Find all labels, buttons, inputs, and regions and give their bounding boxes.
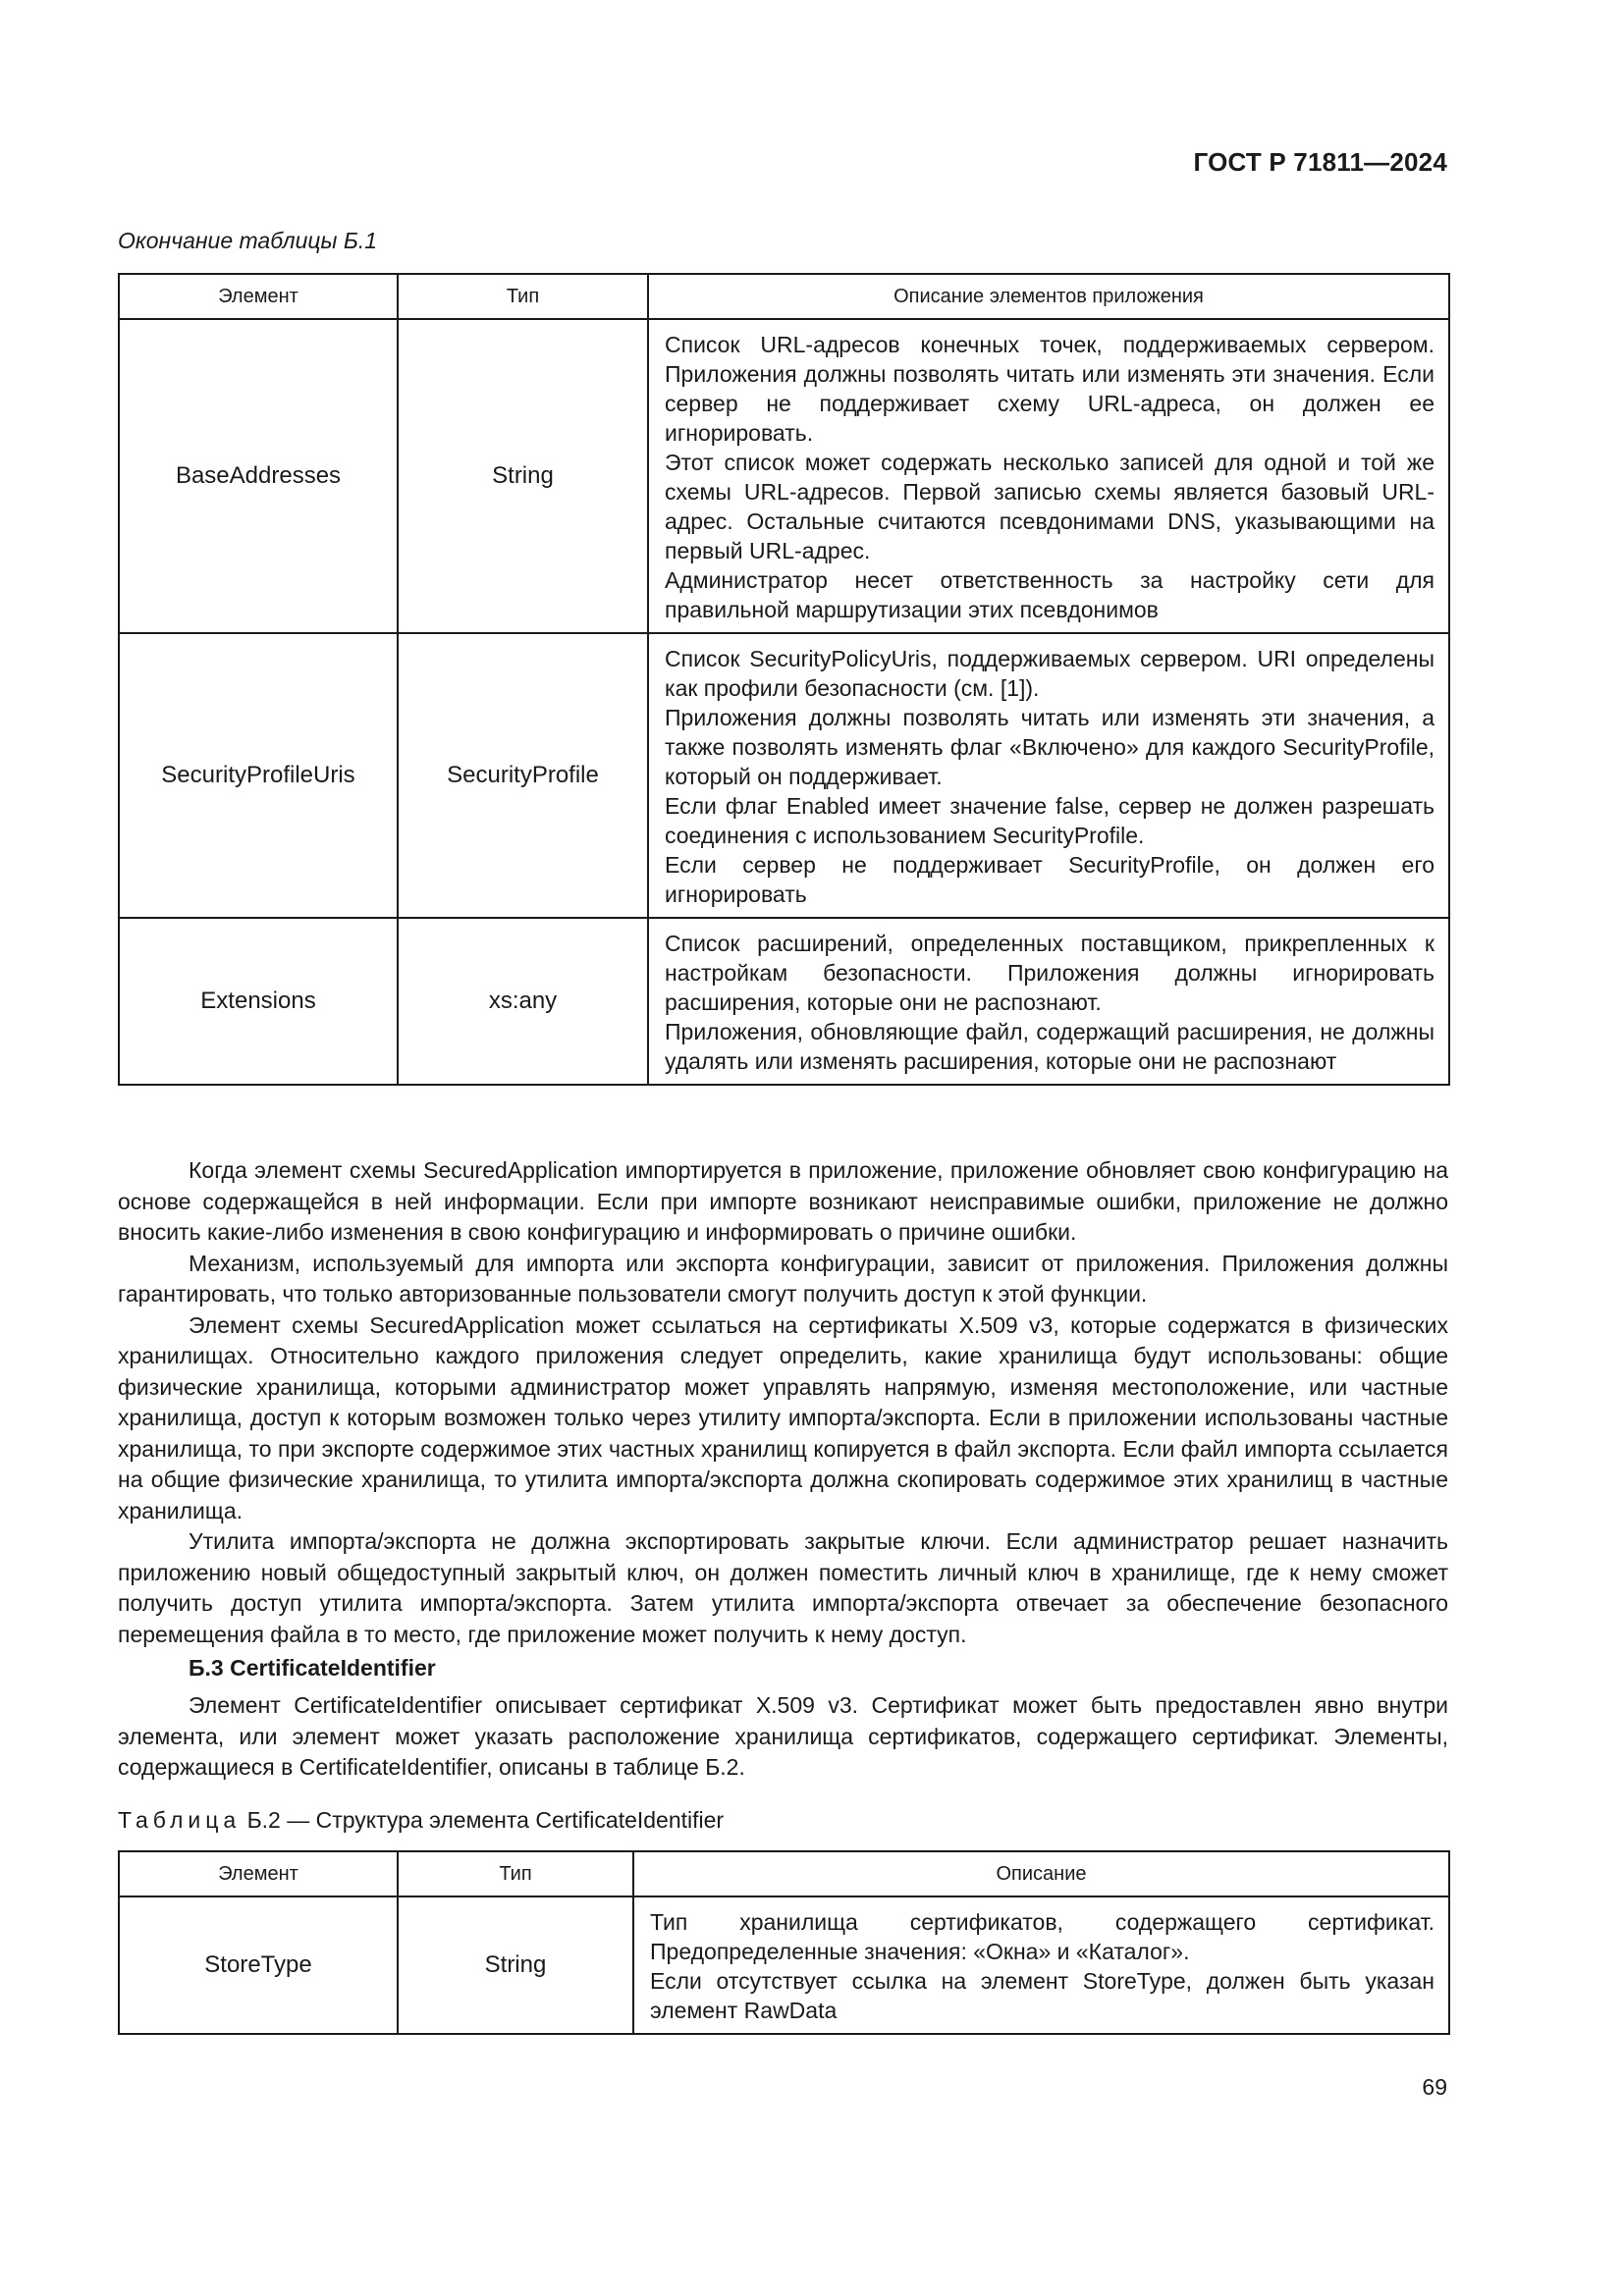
table-b2 — [118, 1850, 1450, 2035]
description-paragraph: Список URL-адресов конечных точек, поддерживаемых сервером. Приложения должны позволять читать или изменять эти значения. Если сервер не поддерживает схему URL-адреса, он должен ее игнорировать. — [665, 332, 1435, 446]
body-text-block — [118, 1155, 1448, 1650]
section-text-block — [118, 1690, 1448, 1784]
description-paragraph: Список SecurityPolicyUris, поддерживаемых сервером. URI определены как профили безопасности (см. [1]). — [665, 646, 1435, 701]
body-paragraph: Элемент схемы SecuredApplication может ссылаться на сертификаты X.509 v3, которые содержатся в физических хранилищах. Относительно каждого приложения следует определить, какие хранилища будут использованы: общие физические хранилища, которыми администратор может управлять напрямую, изменяя местоположение, или частные хранилища, доступ к которым возможен только через утилиту импорта/экспорта. Если в приложении использованы частные хранилища, то при экспорте содержимое этих частных хранилищ копируется в файл экспорта. Если файл импорта ссылается на общие физические хранилища, то утилита импорта/экспорта должна скопировать содержимое этих хранилищ в частные хранилища. — [118, 1311, 1448, 1523]
column-header-type: Тип — [398, 274, 648, 319]
body-paragraph: Механизм, используемый для импорта или экспорта конфигурации, зависит от приложения. Приложения должны гарантировать, что только авторизованные пользователи смогут получить доступ к этой функции. — [118, 1250, 1448, 1307]
cell-description — [648, 918, 1449, 1085]
column-header-element: Элемент — [119, 1851, 398, 1896]
description-paragraph: Этот список может содержать несколько записей для одной и той же схемы URL-адресов. Первой записью схемы является базовый URL-адрес. Остальные считаются псевдонимами DNS, указывающими на первый URL-адрес. — [665, 450, 1435, 563]
cell-element: SecurityProfileUris — [119, 633, 398, 918]
cell-element: StoreType — [119, 1896, 398, 2034]
body-paragraph: Утилита импорта/экспорта не должна экспортировать закрытые ключи. Если администратор решает назначить приложению новый общедоступный закрытый ключ, он должен поместить личный ключ в хранилище, где к нему сможет получить доступ утилита импорта/экспорта. Затем утилита импорта/экспорта отвечает за обеспечение безопасного перемещения файла в то место, где приложение может получить к нему доступ. — [118, 1528, 1448, 1647]
column-header-type: Тип — [398, 1851, 633, 1896]
description-paragraph: Если отсутствует ссылка на элемент StoreType, должен быть указан элемент RawData — [650, 1968, 1435, 2023]
section-heading: Б.3 CertificateIdentifier — [189, 1655, 436, 1681]
cell-description — [648, 633, 1449, 918]
table-row — [119, 633, 1449, 918]
cell-element: Extensions — [119, 918, 398, 1085]
table-caption-label: Таблица — [118, 1807, 242, 1833]
column-header-description: Описание элементов приложения — [648, 274, 1449, 319]
table-header-row — [119, 274, 1449, 319]
document-code: ГОСТ Р 71811—2024 — [1193, 147, 1447, 177]
description-paragraph: Если флаг Enabled имеет значение false, сервер не должен разрешать соединения с использованием SecurityProfile. — [665, 793, 1435, 848]
cell-type: String — [398, 319, 648, 633]
table-row — [119, 319, 1449, 633]
description-paragraph: Администратор несет ответственность за настройку сети для правильной маршрутизации этих псевдонимов — [665, 567, 1435, 622]
table-row — [119, 1896, 1449, 2034]
column-header-description: Описание — [633, 1851, 1449, 1896]
cell-type: SecurityProfile — [398, 633, 648, 918]
body-paragraph: Когда элемент схемы SecuredApplication импортируется в приложение, приложение обновляет свою конфигурацию на основе содержащейся в ней информации. Если при импорте возникают неисправимые ошибки, приложение не должно вносить какие-либо изменения в свою конфигурацию и информировать о причине ошибки. — [118, 1157, 1448, 1245]
table-caption — [118, 1807, 724, 1834]
cell-description — [633, 1896, 1449, 2034]
cell-description — [648, 319, 1449, 633]
cell-type: String — [398, 1896, 633, 2034]
page-number: 69 — [1422, 2074, 1447, 2100]
column-header-element: Элемент — [119, 274, 398, 319]
table-header-row — [119, 1851, 1449, 1896]
table-continuation-caption: Окончание таблицы Б.1 — [118, 228, 378, 253]
description-paragraph: Приложения должны позволять читать или изменять эти значения, а также позволять изменять флаг «Включено» для каждого SecurityProfile, который он поддерживает. — [665, 705, 1435, 789]
table-b1 — [118, 273, 1450, 1086]
description-paragraph: Приложения, обновляющие файл, содержащий расширения, не должны удалять или изменять расширения, которые они не распознают — [665, 1019, 1435, 1074]
description-paragraph: Список расширений, определенных поставщиком, прикрепленных к настройкам безопасности. Приложения должны игнорировать расширения, которые они не распознают. — [665, 931, 1435, 1015]
description-paragraph: Тип хранилища сертификатов, содержащего сертификат. Предопределенные значения: «Окна» и «Каталог». — [650, 1909, 1435, 1964]
description-paragraph: Если сервер не поддерживает SecurityProfile, он должен его игнорировать — [665, 852, 1435, 907]
cell-element: BaseAddresses — [119, 319, 398, 633]
body-paragraph: Элемент CertificateIdentifier описывает сертификат X.509 v3. Сертификат может быть предоставлен явно внутри элемента, или элемент может указать расположение хранилища сертификатов, содержащего сертификат. Элементы, содержащиеся в CertificateIdentifier, описаны в таблице Б.2. — [118, 1692, 1448, 1780]
table-row — [119, 918, 1449, 1085]
cell-type: xs:any — [398, 918, 648, 1085]
table-caption-text: Б.2 — Структура элемента CertificateIdentifier — [246, 1807, 725, 1833]
